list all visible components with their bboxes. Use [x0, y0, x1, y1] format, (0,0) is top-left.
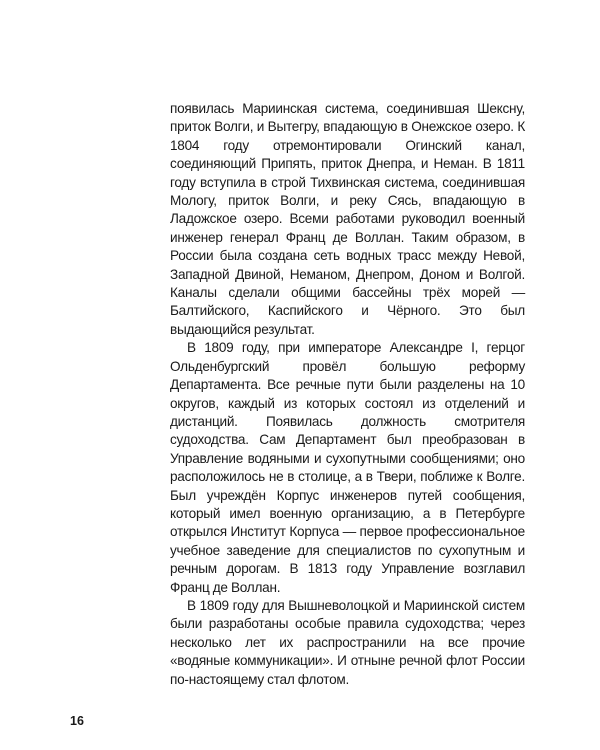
body-text — [170, 100, 525, 689]
paragraph-1: появилась Мариинская система, соединившая Шексну, приток Волги, и Вытегру, впадающую в Онежское озеро. К 1804 году отремонтировали Огинский канал, соединяющий Припять, приток Днепра, и Неман. В 1811 году вступила в строй Тихвинская система, соединившая Мологу, приток Волги, и реку Сясь, впадающую в Ладожское озеро. Всеми работами руководил военный инженер генерал Франц де Воллан. Таким образом, в России была создана сеть водных трасс между Невой, Западной Двиной, Неманом, Днепром, Доном и Волгой. Каналы сделали общими бассейны трёх морей — Балтийского, Каспийского и Чёрного. Это был выдающийся результат. — [170, 101, 525, 337]
page-number: 16 — [70, 714, 84, 728]
paragraph-2: В 1809 году, при императоре Александре I, герцог Ольденбургский провёл большую реформу Департамента. Все речные пути были разделены на 10 округов, каждый из которых состоял из отделений и дистанций. Появилась должность смотрителя судоходства. Сам Департамент был преобразован в Управление водяными и сухопутными сообщениями; оно расположилось не в столице, а в Твери, поближе к Волге. Был учреждён Корпус инженеров путей сообщения, который имел военную организацию, а в Петербурге открылся Институт Корпуса — первое профессиональное учебное заведение для специалистов по сухопутным и речным дорогам. В 1813 году Управление возглавил Франц де Воллан. — [170, 340, 525, 595]
paragraph-3: В 1809 году для Вышневолоцкой и Мариинской систем были разработаны особые правила судоходства; через несколько лет их распространили на все прочие «водяные коммуникации». И отныне речной флот России по-настоящему стал флотом. — [170, 597, 525, 687]
